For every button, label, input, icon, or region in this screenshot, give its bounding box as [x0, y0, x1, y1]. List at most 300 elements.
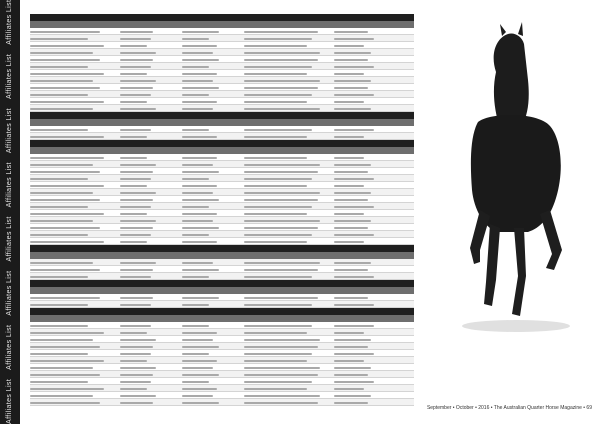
directory-row: [30, 357, 414, 364]
directory-cell: [182, 56, 244, 63]
directory-row: [30, 259, 414, 266]
illegible-text-mark: [30, 353, 88, 355]
directory-section-title: [30, 140, 414, 147]
directory-cell: [182, 301, 244, 308]
illegible-text-mark: [120, 66, 151, 68]
directory-section-bar: [30, 112, 414, 119]
directory-cell: [244, 56, 334, 63]
directory-cell: [334, 322, 414, 329]
illegible-text-mark: [244, 402, 318, 404]
illegible-text-mark: [334, 171, 368, 173]
illegible-text-mark: [334, 346, 368, 348]
directory-column-header: [182, 252, 244, 259]
directory-cell: [334, 203, 414, 210]
directory-cell: [120, 364, 182, 371]
directory-section-bar: [30, 308, 414, 315]
illegible-text-mark: [30, 38, 88, 40]
directory-column-header: [334, 21, 414, 28]
directory-row: [30, 70, 414, 77]
illegible-text-mark: [244, 395, 320, 397]
illegible-text-mark: [244, 31, 318, 33]
directory-cell: [334, 357, 414, 364]
directory-cell: [244, 203, 334, 210]
illegible-text-mark: [182, 360, 217, 362]
illegible-text-mark: [334, 38, 374, 40]
directory-cell: [120, 385, 182, 392]
directory-column-header-row: [30, 287, 414, 294]
directory-cell: [182, 203, 244, 210]
illegible-text-mark: [182, 192, 213, 194]
directory-cell: [182, 77, 244, 84]
directory-row: [30, 182, 414, 189]
directory-cell: [182, 182, 244, 189]
directory-cell: [30, 77, 120, 84]
directory-row: [30, 84, 414, 91]
illegible-text-mark: [182, 234, 209, 236]
illegible-text-mark: [244, 136, 307, 138]
margin-strip-label: Affiliates List: [6, 270, 13, 316]
illegible-text-mark: [120, 213, 147, 215]
directory-cell: [120, 238, 182, 245]
directory-cell: [30, 189, 120, 196]
directory-cell: [182, 28, 244, 35]
directory-column-header: [244, 21, 334, 28]
illegible-text-mark: [182, 220, 213, 222]
directory-cell: [334, 175, 414, 182]
directory-cell: [244, 126, 334, 133]
directory-column-header-row: [30, 119, 414, 126]
directory-cell: [244, 35, 334, 42]
illegible-text-mark: [182, 178, 209, 180]
illegible-text-mark: [334, 402, 368, 404]
directory-cell: [334, 98, 414, 105]
directory-column-header: [334, 287, 414, 294]
directory-cell: [244, 392, 334, 399]
directory-cell: [120, 182, 182, 189]
directory-section-title: [30, 280, 414, 287]
directory-row: [30, 105, 414, 112]
directory-cell: [30, 301, 120, 308]
directory-cell: [244, 77, 334, 84]
directory-cell: [182, 371, 244, 378]
directory-cell: [120, 406, 182, 408]
directory-cell: [244, 42, 334, 49]
illegible-text-mark: [182, 227, 219, 229]
directory-cell: [244, 406, 334, 408]
directory-column-header: [182, 21, 244, 28]
directory-cell: [334, 273, 414, 280]
directory-column-header: [120, 147, 182, 154]
illegible-text-mark: [30, 276, 88, 278]
illegible-text-mark: [30, 59, 100, 61]
directory-cell: [244, 322, 334, 329]
directory-cell: [182, 259, 244, 266]
directory-cell: [244, 238, 334, 245]
directory-row: [30, 42, 414, 49]
directory-column-header: [334, 147, 414, 154]
illegible-text-mark: [30, 136, 104, 138]
directory-cell: [244, 217, 334, 224]
directory-row: [30, 196, 414, 203]
directory-cell: [244, 28, 334, 35]
illegible-text-mark: [182, 367, 213, 369]
directory-cell: [30, 210, 120, 217]
illegible-text-mark: [182, 325, 209, 327]
directory-row: [30, 378, 414, 385]
directory-row: [30, 77, 414, 84]
directory-cell: [244, 364, 334, 371]
directory-cell: [244, 63, 334, 70]
illegible-text-mark: [120, 269, 153, 271]
directory-cell: [244, 168, 334, 175]
directory-column-header: [182, 119, 244, 126]
directory-cell: [334, 28, 414, 35]
directory-cell: [334, 154, 414, 161]
illegible-text-mark: [244, 388, 307, 390]
directory-cell: [182, 266, 244, 273]
directory-cell: [30, 266, 120, 273]
directory-cell: [120, 203, 182, 210]
illegible-text-mark: [120, 402, 153, 404]
directory-column-header: [120, 252, 182, 259]
illegible-text-mark: [30, 171, 100, 173]
illegible-text-mark: [334, 381, 374, 383]
directory-cell: [30, 385, 120, 392]
directory-cell: [182, 322, 244, 329]
illegible-text-mark: [30, 52, 93, 54]
illegible-text-mark: [244, 297, 318, 299]
directory-cell: [244, 273, 334, 280]
illegible-text-mark: [334, 276, 374, 278]
illegible-text-mark: [120, 339, 156, 341]
illegible-text-mark: [120, 276, 151, 278]
directory-cell: [334, 77, 414, 84]
illegible-text-mark: [120, 234, 151, 236]
directory-cell: [30, 273, 120, 280]
directory-column-header: [244, 315, 334, 322]
directory-column-header: [334, 119, 414, 126]
directory-row: [30, 98, 414, 105]
directory-cell: [244, 224, 334, 231]
directory-row: [30, 231, 414, 238]
directory-cell: [120, 350, 182, 357]
illegible-text-mark: [334, 157, 364, 159]
illegible-text-mark: [182, 388, 217, 390]
affiliates-list-margin-strip: [0, 0, 20, 424]
directory-column-header: [30, 287, 120, 294]
directory-cell: [120, 294, 182, 301]
illegible-text-mark: [30, 192, 93, 194]
illegible-text-mark: [182, 241, 217, 243]
illegible-text-mark: [244, 59, 318, 61]
horse-photo-illustration: [430, 14, 592, 392]
directory-column-header: [334, 315, 414, 322]
directory-cell: [182, 336, 244, 343]
illegible-text-mark: [120, 45, 147, 47]
illegible-text-mark: [334, 339, 371, 341]
directory-cell: [244, 84, 334, 91]
illegible-text-mark: [244, 185, 307, 187]
illegible-text-mark: [30, 367, 93, 369]
illegible-text-mark: [244, 220, 320, 222]
illegible-text-mark: [120, 220, 156, 222]
illegible-text-mark: [334, 227, 368, 229]
illegible-text-mark: [334, 73, 364, 75]
directory-row: [30, 210, 414, 217]
directory-cell: [120, 49, 182, 56]
illegible-text-mark: [30, 129, 88, 131]
illegible-text-mark: [244, 346, 318, 348]
illegible-text-mark: [244, 73, 307, 75]
directory-cell: [30, 98, 120, 105]
directory-cell: [244, 385, 334, 392]
illegible-text-mark: [182, 164, 213, 166]
illegible-text-mark: [30, 94, 88, 96]
directory-cell: [334, 84, 414, 91]
directory-cell: [244, 91, 334, 98]
illegible-text-mark: [30, 325, 88, 327]
illegible-text-mark: [244, 227, 318, 229]
directory-cell: [334, 336, 414, 343]
directory-cell: [334, 385, 414, 392]
illegible-text-mark: [30, 374, 100, 376]
directory-row: [30, 203, 414, 210]
directory-row: [30, 392, 414, 399]
directory-cell: [30, 343, 120, 350]
directory-section-bar: [30, 140, 414, 147]
directory-cell: [182, 49, 244, 56]
illegible-text-mark: [120, 38, 151, 40]
illegible-text-mark: [30, 101, 104, 103]
directory-cell: [334, 189, 414, 196]
illegible-text-mark: [182, 38, 209, 40]
directory-cell: [182, 210, 244, 217]
illegible-text-mark: [244, 325, 312, 327]
illegible-text-mark: [244, 234, 312, 236]
directory-cell: [120, 210, 182, 217]
illegible-text-mark: [244, 241, 307, 243]
illegible-text-mark: [334, 66, 374, 68]
illegible-text-mark: [182, 206, 209, 208]
illegible-text-mark: [244, 129, 312, 131]
directory-cell: [334, 56, 414, 63]
illegible-text-mark: [120, 206, 151, 208]
directory-row: [30, 91, 414, 98]
directory-row: [30, 63, 414, 70]
directory-row: [30, 161, 414, 168]
illegible-text-mark: [334, 360, 364, 362]
illegible-text-mark: [30, 360, 104, 362]
illegible-text-mark: [120, 87, 153, 89]
illegible-text-mark: [334, 192, 371, 194]
illegible-text-mark: [244, 80, 320, 82]
directory-column-header-row: [30, 147, 414, 154]
illegible-text-mark: [182, 269, 219, 271]
illegible-text-mark: [182, 213, 217, 215]
illegible-text-mark: [182, 45, 217, 47]
directory-cell: [334, 42, 414, 49]
directory-cell: [182, 357, 244, 364]
illegible-text-mark: [182, 297, 219, 299]
illegible-text-mark: [30, 339, 93, 341]
illegible-text-mark: [334, 199, 368, 201]
margin-strip-label: Affiliates List: [6, 162, 13, 208]
directory-cell: [120, 196, 182, 203]
illegible-text-mark: [334, 101, 364, 103]
illegible-text-mark: [334, 234, 374, 236]
directory-cell: [30, 378, 120, 385]
directory-cell: [120, 105, 182, 112]
directory-column-header: [30, 315, 120, 322]
illegible-text-mark: [244, 381, 312, 383]
directory-row: [30, 49, 414, 56]
illegible-text-mark: [182, 52, 213, 54]
illegible-text-mark: [120, 101, 147, 103]
illegible-text-mark: [120, 73, 147, 75]
directory-cell: [30, 35, 120, 42]
directory-cell: [182, 98, 244, 105]
illegible-text-mark: [334, 87, 368, 89]
directory-row: [30, 154, 414, 161]
directory-cell: [30, 133, 120, 140]
horse-photo: [430, 14, 592, 392]
illegible-text-mark: [334, 325, 374, 327]
directory-cell: [182, 168, 244, 175]
illegible-text-mark: [30, 241, 104, 243]
directory-cell: [182, 35, 244, 42]
directory-cell: [182, 273, 244, 280]
directory-row: [30, 189, 414, 196]
directory-cell: [120, 35, 182, 42]
illegible-text-mark: [334, 213, 364, 215]
illegible-text-mark: [120, 108, 156, 110]
illegible-text-mark: [244, 199, 318, 201]
illegible-text-mark: [182, 157, 217, 159]
directory-cell: [30, 70, 120, 77]
directory-cell: [244, 371, 334, 378]
directory-column-header: [30, 252, 120, 259]
directory-cell: [244, 133, 334, 140]
directory-cell: [182, 133, 244, 140]
directory-cell: [334, 35, 414, 42]
illegible-text-mark: [120, 31, 153, 33]
directory-cell: [120, 259, 182, 266]
illegible-text-mark: [120, 297, 153, 299]
directory-cell: [334, 378, 414, 385]
illegible-text-mark: [244, 353, 312, 355]
directory-row: [30, 350, 414, 357]
directory-cell: [120, 322, 182, 329]
illegible-text-mark: [30, 269, 100, 271]
directory-cell: [30, 49, 120, 56]
illegible-text-mark: [334, 164, 371, 166]
illegible-text-mark: [334, 241, 364, 243]
directory-cell: [244, 259, 334, 266]
illegible-text-mark: [120, 80, 156, 82]
illegible-text-mark: [182, 80, 213, 82]
directory-row: [30, 294, 414, 301]
illegible-text-mark: [120, 227, 153, 229]
directory-cell: [30, 399, 120, 406]
illegible-text-mark: [334, 220, 371, 222]
illegible-text-mark: [120, 199, 153, 201]
directory-cell: [30, 126, 120, 133]
illegible-text-mark: [334, 136, 364, 138]
illegible-text-mark: [182, 171, 219, 173]
illegible-text-mark: [244, 269, 318, 271]
directory-column-header: [244, 147, 334, 154]
margin-strip-label: Affiliates List: [6, 0, 13, 45]
directory-column-header: [120, 315, 182, 322]
directory-cell: [30, 56, 120, 63]
directory-cell: [244, 343, 334, 350]
illegible-text-mark: [120, 346, 153, 348]
illegible-text-mark: [182, 185, 217, 187]
illegible-text-mark: [182, 101, 217, 103]
directory-row: [30, 28, 414, 35]
directory-section-bar: [30, 280, 414, 287]
affiliates-directory-table: [30, 14, 414, 407]
illegible-text-mark: [244, 66, 312, 68]
margin-strip-label: Affiliates List: [6, 107, 13, 154]
directory-cell: [120, 378, 182, 385]
illegible-text-mark: [182, 199, 219, 201]
illegible-text-mark: [182, 339, 213, 341]
directory-cell: [30, 28, 120, 35]
illegible-text-mark: [30, 45, 104, 47]
illegible-text-mark: [120, 157, 147, 159]
illegible-text-mark: [334, 353, 374, 355]
directory-row: [30, 224, 414, 231]
directory-column-header: [244, 252, 334, 259]
directory-column-header-row: [30, 252, 414, 259]
illegible-text-mark: [120, 241, 147, 243]
directory-row: [30, 364, 414, 371]
directory-column-header: [120, 119, 182, 126]
directory-cell: [244, 70, 334, 77]
directory-row: [30, 266, 414, 273]
directory-cell: [244, 196, 334, 203]
directory-cell: [244, 98, 334, 105]
illegible-text-mark: [120, 360, 147, 362]
directory-cell: [120, 175, 182, 182]
directory-row: [30, 35, 414, 42]
directory-cell: [30, 161, 120, 168]
directory-row: [30, 217, 414, 224]
illegible-text-mark: [120, 262, 156, 264]
directory-cell: [244, 182, 334, 189]
illegible-text-mark: [182, 129, 209, 131]
directory-cell: [120, 329, 182, 336]
directory-cell: [30, 42, 120, 49]
illegible-text-mark: [244, 304, 312, 306]
illegible-text-mark: [244, 87, 318, 89]
directory-cell: [120, 77, 182, 84]
directory-cell: [244, 161, 334, 168]
directory-cell: [182, 364, 244, 371]
illegible-text-mark: [182, 381, 209, 383]
directory-cell: [244, 301, 334, 308]
illegible-text-mark: [244, 339, 320, 341]
illegible-text-mark: [120, 374, 153, 376]
illegible-text-mark: [120, 353, 151, 355]
illegible-text-mark: [182, 262, 213, 264]
directory-row: [30, 406, 414, 408]
illegible-text-mark: [334, 395, 371, 397]
directory-cell: [182, 84, 244, 91]
directory-cell: [120, 63, 182, 70]
directory-cell: [334, 168, 414, 175]
